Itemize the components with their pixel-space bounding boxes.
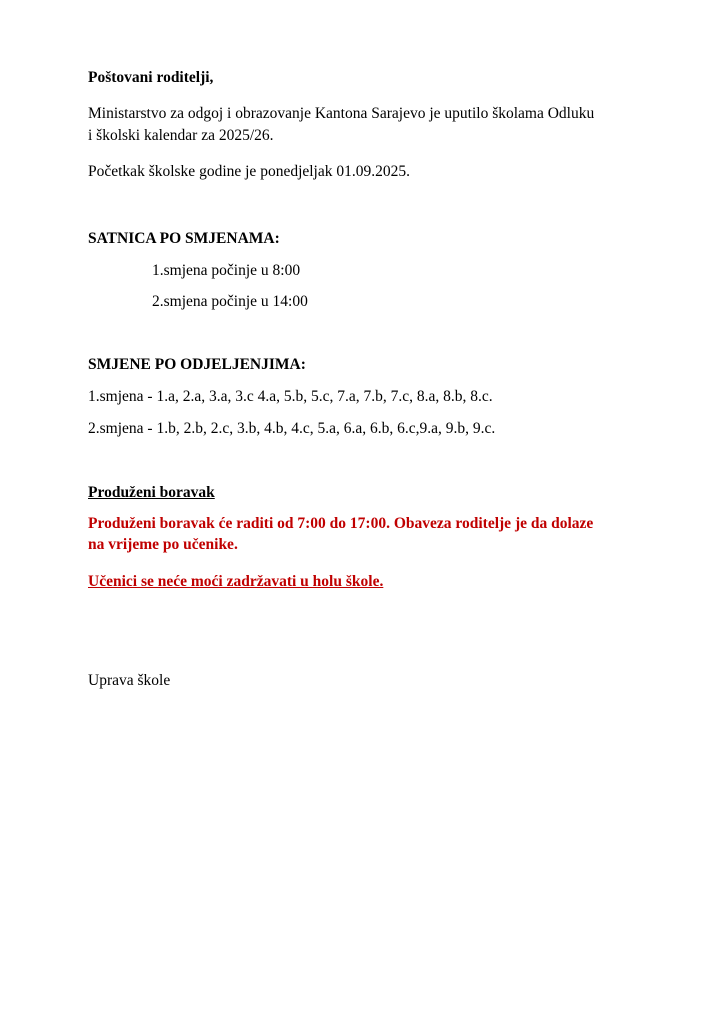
- extended-stay-warning: Učenici se neće moći zadržavati u holu škole.: [88, 573, 384, 590]
- extended-stay-notice-line-1: Produženi boravak će raditi od 7:00 do 17:00. Obaveza roditelje je da dolaze: [88, 515, 594, 532]
- shifts-by-class-shift-2: 2.smjena - 1.b, 2.b, 2.c, 3.b, 4.b, 4.c, 5.a, 6.a, 6.b, 6.c,9.a, 9.b, 9.c.: [88, 420, 496, 437]
- extended-stay-notice-line-2: na vrijeme po učenike.: [88, 536, 238, 553]
- start-date-text: Početkak školske godine je ponedjeljak 01.09.2025.: [88, 163, 410, 180]
- intro-line-2: i školski kalendar za 2025/26.: [88, 127, 274, 144]
- greeting: Poštovani roditelji,: [88, 69, 214, 86]
- intro-line-1: Ministarstvo za odgoj i obrazovanje Kantona Sarajevo je uputilo školama Odluku: [88, 105, 595, 122]
- extended-stay-heading: Produženi boravak: [88, 484, 215, 501]
- shifts-by-class-shift-1: 1.smjena - 1.a, 2.a, 3.a, 3.c 4.a, 5.b, 5.c, 7.a, 7.b, 7.c, 8.a, 8.b, 8.c.: [88, 388, 493, 405]
- schedule-shift-1: 1.smjena počinje u 8:00: [152, 262, 301, 279]
- schedule-shift-2: 2.smjena počinje u 14:00: [152, 293, 308, 310]
- signature: Uprava škole: [88, 672, 171, 689]
- shifts-by-class-heading: SMJENE PO ODJELJENJIMA:: [88, 356, 306, 373]
- schedule-heading: SATNICA PO SMJENAMA:: [88, 230, 280, 247]
